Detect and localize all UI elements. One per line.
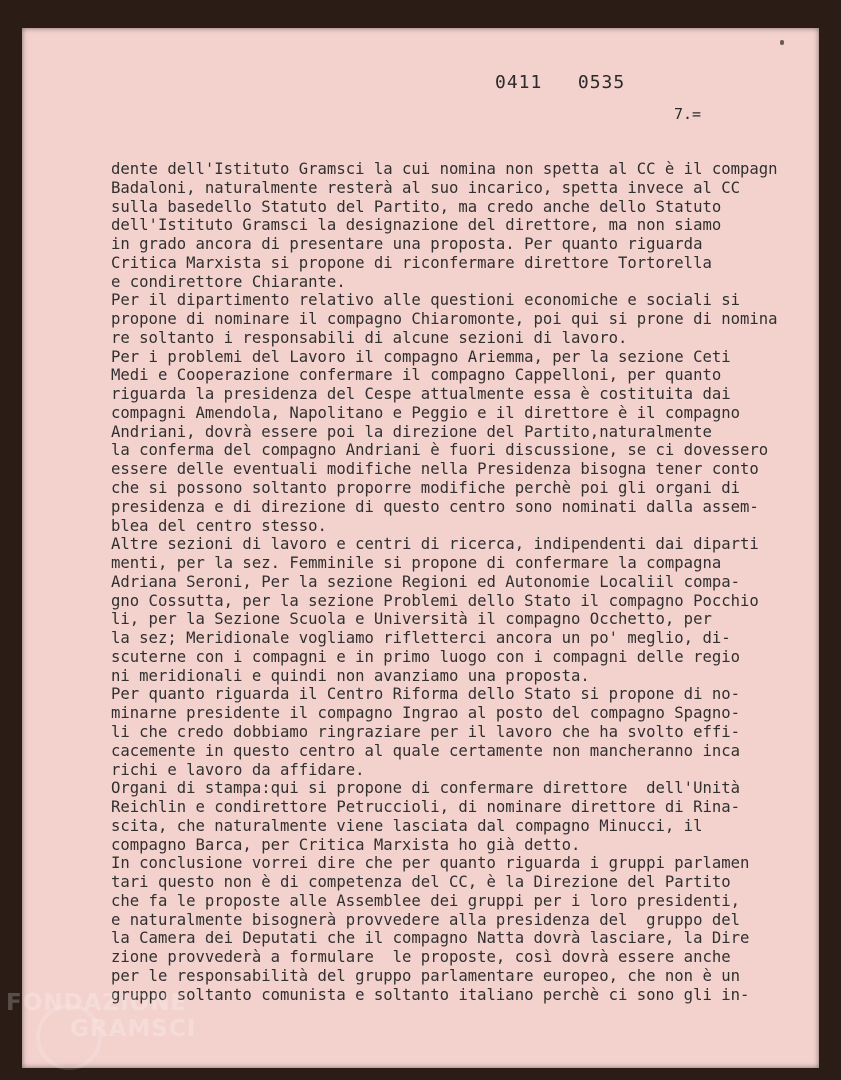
text-line: re soltanto i responsabili di alcune sezioni di lavoro. xyxy=(111,328,628,347)
text-line: richi e lavoro da affidare. xyxy=(111,760,365,779)
text-line: sulla basedello Statuto del Partito, ma credo anche dello Statuto xyxy=(111,197,722,216)
paper-mark xyxy=(780,40,784,45)
text-line: che si possono soltanto proporre modifiche perchè poi gli organi di xyxy=(111,479,741,498)
text-line: dell'Istituto Gramsci la designazione del direttore, ma non siamo xyxy=(111,216,722,235)
text-line: propone di nominare il compagno Chiaromonte, poi qui si prone di nomina xyxy=(111,310,778,329)
watermark-line-2: GRAMSCI xyxy=(70,1016,197,1042)
text-line: che fa le proposte alle Assemblee dei gruppi per i loro presidenti, xyxy=(111,891,741,910)
text-line: cacemente in questo centro al quale certamente non mancheranno inca xyxy=(111,741,741,760)
watermark-line-1: FONDAZIONE xyxy=(6,990,188,1016)
text-line: li, per la Sezione Scuola e Università il compagno Occhetto, per xyxy=(111,610,712,629)
text-line: Badaloni, naturalmente resterà al suo incarico, spetta invece al CC xyxy=(111,178,741,197)
text-line: la conferma del compagno Andriani è fuori discussione, se ci dovessero xyxy=(111,441,769,460)
text-line: gruppo soltanto comunista e soltanto italiano perchè ci sono gli in- xyxy=(111,985,750,1004)
text-line: Medi e Cooperazione confermare il compagno Cappelloni, per quanto xyxy=(111,366,722,385)
text-line: ni meridionali e quindi non avanziamo una proposta. xyxy=(111,666,590,685)
text-line: tari questo non è di competenza del CC, è la Direzione del Partito xyxy=(111,873,731,892)
text-line: blea del centro stesso. xyxy=(111,516,327,535)
text-line: Reichlin e condirettore Petruccioli, di nominare direttore di Rina- xyxy=(111,798,741,817)
text-line: scuterne con i compagni e in primo luogo con i compagni delle regio xyxy=(111,647,741,666)
text-line: Altre sezioni di lavoro e centri di ricerca, indipendenti dai diparti xyxy=(111,535,759,554)
text-line: essere delle eventuali modifiche nella Presidenza bisogna tener conto xyxy=(111,460,759,479)
text-line: Per i problemi del Lavoro il compagno Ariemma, per la sezione Ceti xyxy=(111,347,731,366)
text-line: la sez; Meridionale vogliamo rifletterci ancora un po' meglio, di- xyxy=(111,629,731,648)
text-line: zione provvederà a formulare le proposte, così dovrà essere anche xyxy=(111,948,731,967)
text-line: Critica Marxista si propone di riconfermare direttore Tortorella xyxy=(111,253,712,272)
text-line: menti, per la sez. Femminile si propone di confermare la compagna xyxy=(111,554,722,573)
text-line: in grado ancora di presentare una proposta. Per quanto riguarda xyxy=(111,235,703,254)
text-line: per le responsabilità del gruppo parlamentare europeo, che non è un xyxy=(111,966,741,985)
page-number: 7.= xyxy=(674,105,702,123)
text-line: li che credo dobbiamo ringraziare per il lavoro che ha svolto effi- xyxy=(111,722,741,741)
text-line: In conclusione vorrei dire che per quanto riguarda i gruppi parlamen xyxy=(111,854,750,873)
text-line: Adriana Seroni, Per la sezione Regioni ed Autonomie Localiil compa- xyxy=(111,572,741,591)
text-line: presidenza e di direzione di questo centro sono nominati dalla assem- xyxy=(111,497,759,516)
text-line: la Camera dei Deputati che il compagno Natta dovrà lasciare, la Dire xyxy=(111,929,750,948)
text-line: Organi di stampa:qui si propone di confermare direttore dell'Unità xyxy=(111,779,741,798)
text-line: compagno Barca, per Critica Marxista ho già detto. xyxy=(111,835,581,854)
archive-number: 0411 0535 xyxy=(495,72,626,93)
text-line: compagni Amendola, Napolitano e Peggio e il direttore è il compagno xyxy=(111,403,741,422)
text-line: riguarda la presidenza del Cespe attualmente essa è costituita dai xyxy=(111,385,731,404)
text-line: Per il dipartimento relativo alle questioni economiche e sociali si xyxy=(111,291,741,310)
text-line: dente dell'Istituto Gramsci la cui nomina non spetta al CC è il compagn xyxy=(111,160,778,178)
text-line: gno Cossutta, per la sezione Problemi dello Stato il compagno Pocchio xyxy=(111,591,759,610)
text-line: minarne presidente il compagno Ingrao al posto del compagno Spagno- xyxy=(111,704,741,723)
text-line: scita, che naturalmente viene lasciata dal compagno Minucci, il xyxy=(111,816,703,835)
body-text xyxy=(111,160,811,1004)
text-line: e condirettore Chiarante. xyxy=(111,272,346,291)
text-line: e naturalmente bisognerà provvedere alla presidenza del gruppo del xyxy=(111,910,741,929)
text-line: Per quanto riguarda il Centro Riforma dello Stato si propone di no- xyxy=(111,685,741,704)
text-line: Andriani, dovrà essere poi la direzione del Partito,naturalmente xyxy=(111,422,712,441)
